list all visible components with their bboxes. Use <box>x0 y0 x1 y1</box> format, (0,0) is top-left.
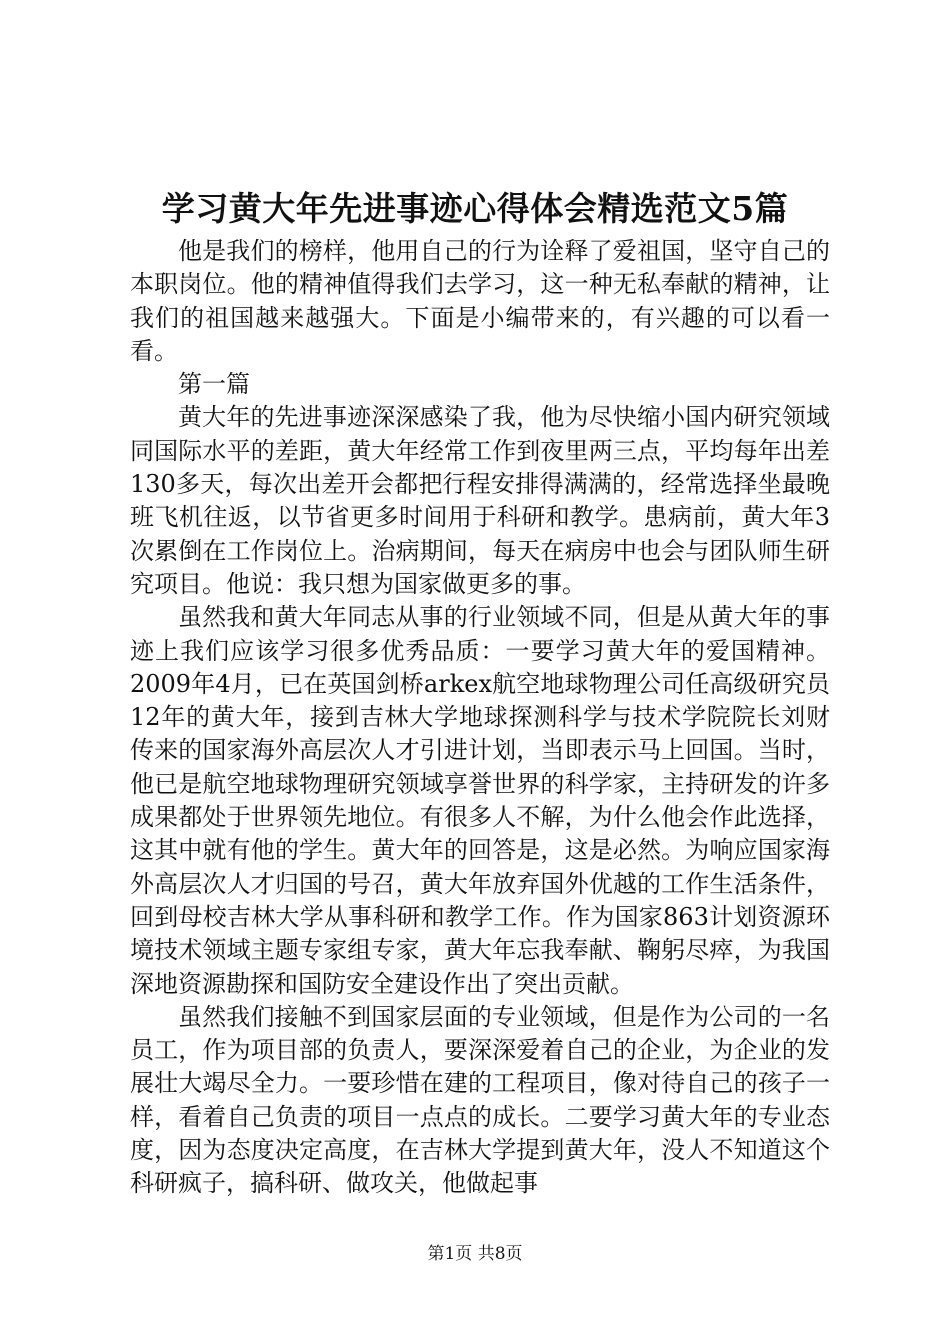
section-heading: 第一篇 <box>178 370 250 399</box>
document-title: 学习黄大年先进事迹心得体会精选范文5篇 <box>161 189 789 228</box>
page-footer: 第1页 共8页 <box>427 1244 523 1264</box>
body-paragraph-3: 虽然我们接触不到国家层面的专业领域，但是作为公司的一名员工，作为项目部的负责人，要深深爱着自己的企业，为企业的发展壮大竭尽全力。一要珍惜在建的工程项目，像对待自己的孩子一样，看着自己负责的项目一点点的成长。二要学习黄大年的专业态度，因为态度决定高度，在吉林大学提到黄大年，没人不知道这个科研疯子，搞科研、做攻关，他做起事 <box>130 1002 830 1198</box>
body-paragraph-1: 黄大年的先进事迹深深感染了我，他为尽快缩小国内研究领域同国际水平的差距，黄大年经常工作到夜里两三点，平均每年出差130多天，每次出差开会都把行程安排得满满的，经常选择坐最晚班飞机往返，以节省更多时间用于科研和教学。患病前，黄大年3次累倒在工作岗位上。治病期间，每天在病房中也会与团队师生研究项目。他说：我只想为国家做更多的事。 <box>130 403 830 598</box>
document-body <box>130 235 830 1201</box>
intro-paragraph: 他是我们的榜样，他用自己的行为诠释了爱祖国，坚守自己的本职岗位。他的精神值得我们去学习，这一种无私奉献的精神，让我们的祖国越来越强大。下面是小编带来的，有兴趣的可以看一看。 <box>130 237 830 365</box>
body-paragraph-2: 虽然我和黄大年同志从事的行业领域不同，但是从黄大年的事迹上我们应该学习很多优秀品质：一要学习黄大年的爱国精神。2009年4月，已在英国剑桥arkex航空地球物理公司任高级研究员12年的黄大年，接到吉林大学地球探测科学与技术学院院长刘财传来的国家海外高层次人才引进计划，当即表示马上回国。当时，他已是航空地球物理研究领域享誉世界的科学家，主持研发的许多成果都处于世界领先地位。有很多人不解，为什么他会作此选择，这其中就有他的学生。黄大年的回答是，这是必然。为响应国家海外高层次人才归国的号召，黄大年放弃国外优越的工作生活条件，回到母校吉林大学从事科研和教学工作。作为国家863计划资源环境技术领域主题专家组专家，黄大年忘我奉献、鞠躬尽瘁，为我国深地资源勘探和国防安全建设作出了突出贡献。 <box>130 603 830 998</box>
